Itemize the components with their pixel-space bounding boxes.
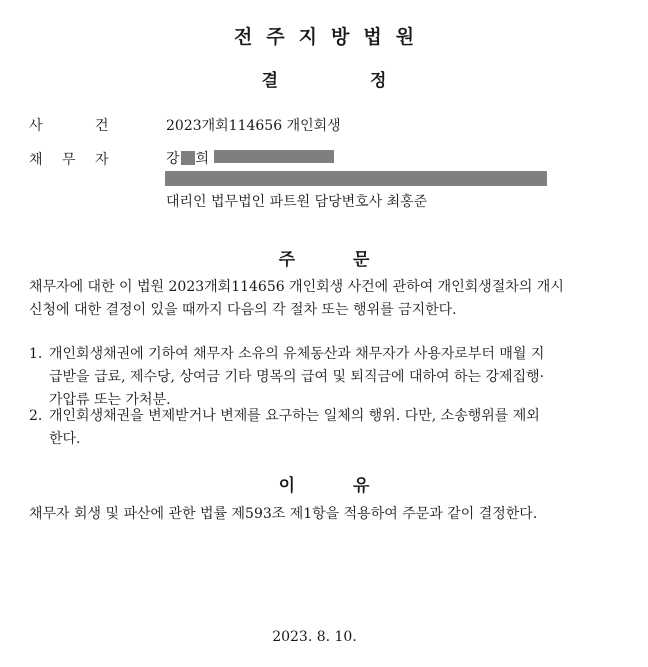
order-paragraph-line-2: 신청에 대한 결정이 있을 때까지 다음의 각 절차 또는 행위를 금지한다.	[29, 302, 457, 318]
court-name: 전주지방법원	[233, 26, 429, 48]
doc-type-char-1: 결	[261, 71, 278, 91]
order-paragraph-line-1: 채무자에 대한 이 법원 2023개회114656 개인회생 사건에 관하여 개인회생절차의 개시	[29, 279, 564, 295]
case-label-char-1: 사	[29, 118, 43, 134]
reason-heading	[0, 471, 648, 496]
order-item-1-line-3: 가압류 또는 가처분.	[49, 392, 171, 408]
debtor-name-first: 강	[166, 151, 180, 167]
reason-heading-char-1: 이	[278, 476, 295, 496]
decision-date: 2023. 8. 10.	[272, 629, 357, 645]
order-heading	[0, 245, 648, 270]
reason-heading-char-2: 유	[353, 476, 370, 496]
reason-text: 채무자 회생 및 파산에 관한 법률 제593조 제1항을 적용하여 주문과 같이 결정한다.	[29, 506, 538, 522]
order-item-2-line-2: 한다.	[49, 431, 81, 447]
redaction-bar-address	[165, 171, 547, 186]
order-item-1-text	[49, 343, 544, 412]
order-item-2-text	[49, 405, 540, 451]
order-item-1-line-1: 개인회생채권에 기하여 채무자 소유의 유체동산과 채무자가 사용자로부터 매월 지	[49, 346, 545, 362]
order-item-2-line-1: 개인회생채권을 변제받거나 변제를 요구하는 일체의 행위. 다만, 소송행위를 제외	[49, 408, 540, 424]
doc-type-char-2: 정	[370, 71, 387, 91]
redaction-bar-name-suffix	[214, 150, 334, 163]
case-label	[0, 115, 160, 133]
order-heading-char-1: 주	[278, 250, 295, 270]
case-number: 2023개회114656 개인회생	[166, 118, 341, 134]
order-item-1-number: 1.	[29, 346, 43, 362]
debtor-label-char-2: 무	[62, 152, 76, 168]
debtor-label-char-3: 자	[95, 152, 109, 168]
name-redaction	[181, 151, 195, 165]
debtor-name-last: 희	[195, 151, 210, 167]
case-label-char-2: 건	[95, 118, 109, 134]
order-item-2-number: 2.	[29, 408, 43, 424]
order-paragraph	[29, 276, 564, 322]
debtor-label-char-1: 채	[29, 152, 43, 168]
debtor-label	[0, 149, 160, 167]
order-heading-char-2: 문	[353, 250, 370, 270]
order-item-1-line-2: 급받을 급료, 제수당, 상여금 기타 명목의 급여 및 퇴직금에 대하여 하는 강제집행·	[49, 369, 545, 385]
debtor-representative: 대리인 법무법인 파트원 담당변호사 최홍준	[166, 194, 428, 210]
debtor-name	[166, 148, 209, 168]
document-type-heading	[0, 66, 648, 91]
